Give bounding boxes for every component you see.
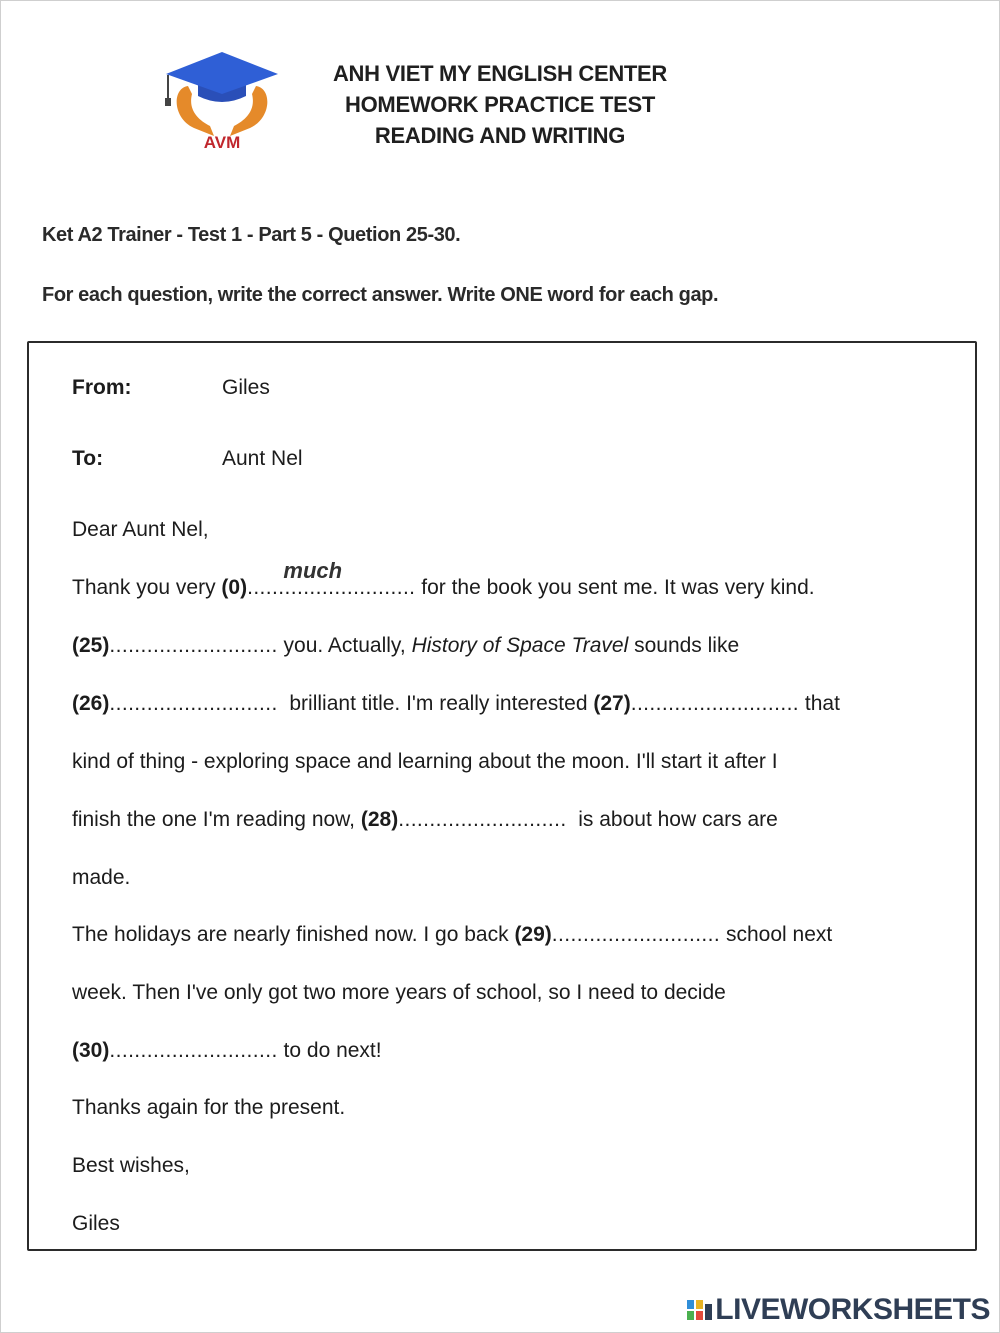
from-label: From: (72, 376, 132, 399)
answer-gap-28[interactable]: ........................... (398, 808, 567, 831)
email-line-thanks: Thanks again for the present. (72, 1096, 346, 1119)
header-title-block (300, 58, 700, 151)
task-title: Ket A2 Trainer - Test 1 - Part 5 - Quetion 25-30. (42, 224, 461, 246)
gap-number-0: (0) (221, 576, 248, 599)
gap-number-26: (26) (72, 692, 110, 715)
gap-number-25: (25) (72, 634, 110, 657)
gap-dots-0: ........................... (247, 576, 416, 599)
email-line-29: The holidays are nearly finished now. I go back (29)........................... school next (72, 923, 833, 946)
brand-text: LIVEWORKSHEETS (715, 1293, 990, 1326)
logo-text: AVM (203, 133, 241, 152)
answer-gap-26[interactable]: ........................... (109, 692, 278, 715)
example-gap (221, 558, 416, 600)
email-line-30: (30)........................... to do next! (72, 1039, 382, 1062)
test-type: HOMEWORK PRACTICE TEST (345, 92, 655, 117)
email-line-26-27: (26)........................... brilliant title. I'm really interested (27)........................... that (72, 692, 840, 715)
avm-logo (158, 48, 283, 153)
email-line-28: finish the one I'm reading now, (28)........................... is about how cars are (72, 808, 778, 831)
email-line-25: (25)........................... you. Actually, History of Space Travel sounds like (72, 634, 740, 657)
book-title: History of Space Travel (411, 634, 629, 657)
answer-gap-30[interactable]: ........................... (109, 1039, 278, 1062)
gap-number-27: (27) (593, 692, 631, 715)
signoff: Best wishes, (72, 1154, 190, 1177)
liveworksheets-brand[interactable] (687, 1293, 990, 1327)
from-value: Giles (222, 376, 270, 399)
to-label: To: (72, 447, 104, 470)
greeting: Dear Aunt Nel, (72, 518, 209, 541)
answer-gap-25[interactable]: ........................... (109, 634, 278, 657)
email-line-8: week. Then I've only got two more years of school, so I need to decide (72, 981, 726, 1004)
to-value: Aunt Nel (222, 447, 303, 470)
center-name: ANH VIET MY ENGLISH CENTER (332, 61, 668, 86)
cap-top-shape (166, 52, 278, 94)
gap-number-28: (28) (360, 808, 399, 831)
gap-number-29: (29) (514, 923, 552, 946)
example-answer: much (283, 558, 343, 583)
email-line-4: kind of thing - exploring space and learning about the moon. I'll start it after I (72, 750, 778, 773)
gap-number-30: (30) (72, 1039, 110, 1062)
signature: Giles (72, 1212, 120, 1235)
email-line-example: Thank you very (0)........................... much for the book you sent me. It was very kind. (72, 558, 815, 599)
email-line-6: made. (72, 866, 131, 889)
instruction: For each question, write the correct answer. Write ONE word for each gap. (42, 284, 719, 306)
answer-gap-27[interactable]: ........................... (630, 692, 800, 715)
answer-gap-29[interactable]: ........................... (551, 923, 721, 946)
liveworksheets-icon (687, 1298, 713, 1322)
test-section: READING AND WRITING (374, 123, 626, 148)
